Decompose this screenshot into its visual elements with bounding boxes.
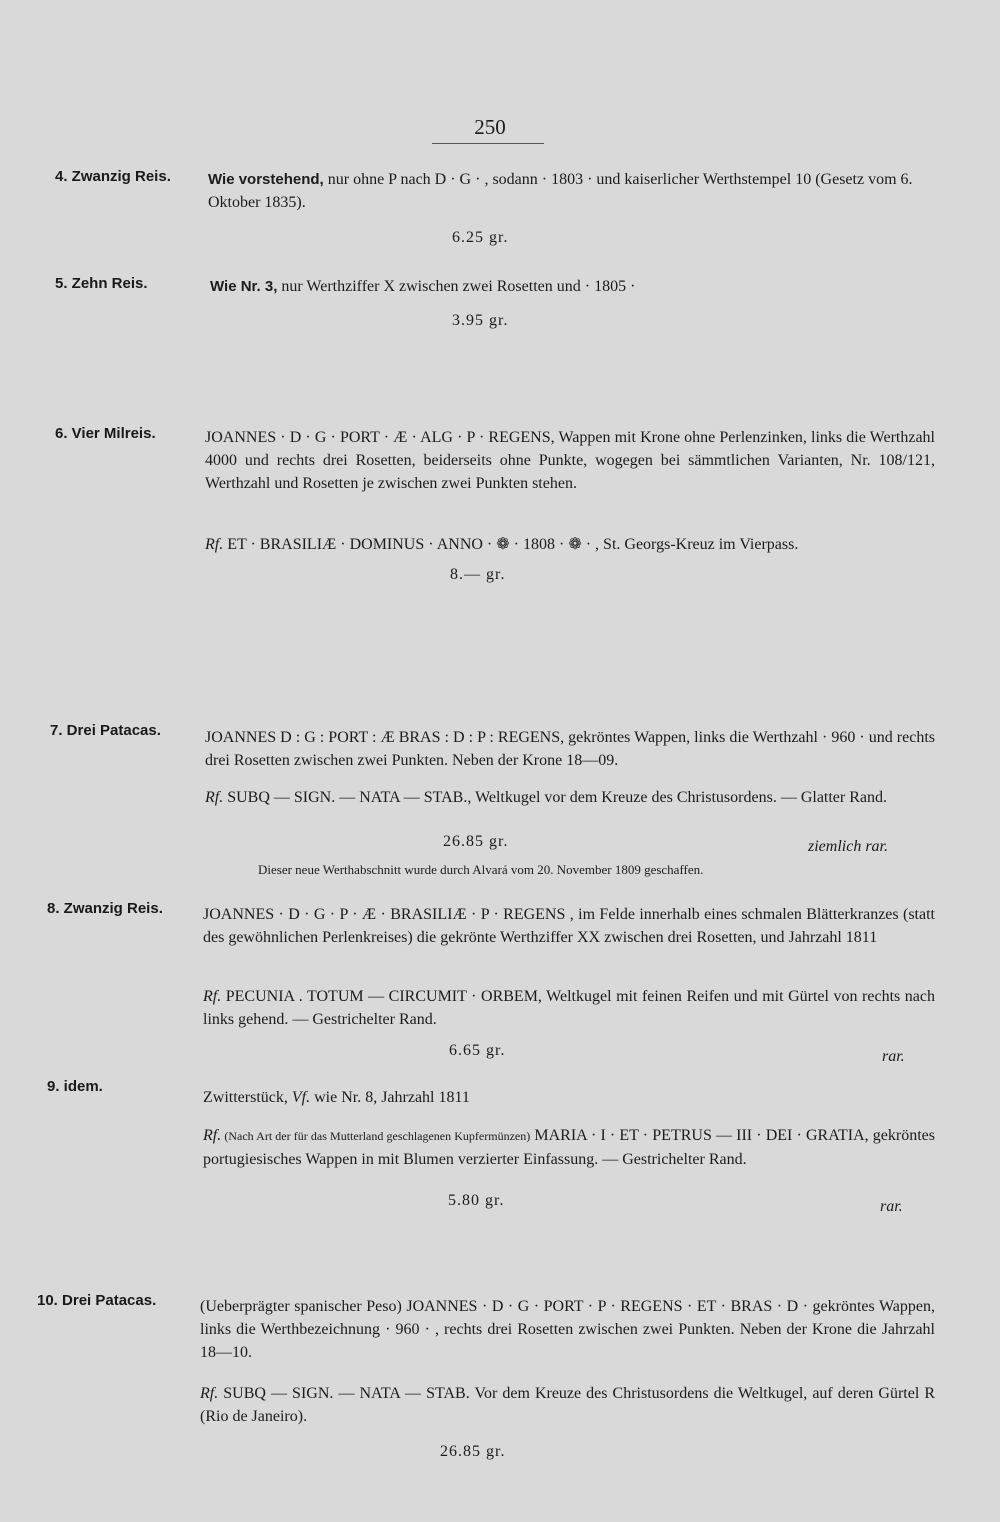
- page-number-rule: [432, 143, 544, 144]
- entry-9-reverse: [203, 1124, 935, 1171]
- entry-4-weight: 6.25 gr.: [452, 229, 509, 246]
- entry-10-label: 10. Drei Patacas.: [37, 1292, 157, 1309]
- entry-10-rf-text: SUBQ — SIGN. — NATA — STAB. Vor dem Kreuze des Christusordens die Weltkugel, auf deren Gürtel R (Rio de Janeiro).: [200, 1385, 935, 1425]
- entry-9-text-b: wie Nr. 8, Jahrzahl 1811: [310, 1089, 470, 1106]
- entry-7-text: JOANNES D : G : PORT : Æ BRAS : D : P : REGENS, gekröntes Wappen, links die Werthzahl · 960 · und rechts drei Rosetten zwischen zwei Punkten. Neben der Krone 18—09.: [205, 729, 935, 769]
- entry-4-text: [208, 168, 938, 214]
- entry-5-text: [210, 275, 940, 298]
- entry-8-rarity: rar.: [882, 1048, 905, 1065]
- entry-6-reverse: [205, 533, 935, 556]
- entry-6-rf-mark: Rf.: [205, 536, 224, 553]
- entry-10-weight: 26.85 gr.: [440, 1443, 506, 1460]
- entry-8-label: 8. Zwanzig Reis.: [47, 900, 163, 917]
- entry-7-footnote: Dieser neue Werthabschnitt wurde durch Alvará vom 20. November 1809 geschaffen.: [258, 862, 704, 877]
- entry-7-rf-text: SUBQ — SIGN. — NATA — STAB., Weltkugel vor dem Kreuze des Christusordens. — Glatter Rand.: [223, 789, 888, 806]
- entry-7-label: 7. Drei Patacas.: [50, 722, 161, 739]
- entry-9-rf-text: MARIA · I · ET · PETRUS — III · DEI · GRATIA, gekröntes portugiesisches Wappen in mit Blumen verzierter Einfassung. — Gestrichelter Rand.: [203, 1127, 935, 1168]
- entry-9-rf-note: (Nach Art der für das Mutterland geschlagenen Kupfermünzen): [221, 1129, 531, 1143]
- entry-4-lead: Wie vorstehend,: [208, 171, 324, 188]
- entry-7-rf-mark: Rf.: [205, 789, 224, 806]
- entry-10-text: (Ueberprägter spanischer Peso) JOANNES · D · G · PORT · P · REGENS · ET · BRAS · D · gekröntes Wappen, links die Werthbezeichnung · 960 · , rechts drei Rosetten zwischen zwei Punkten. Neben der Krone die Jahrzahl 18—10.: [200, 1298, 935, 1361]
- entry-7-weight: 26.85 gr.: [443, 833, 509, 850]
- entry-8-rf-mark: Rf.: [203, 988, 222, 1005]
- entry-5-label: 5. Zehn Reis.: [55, 275, 148, 292]
- entry-5-weight: 3.95 gr.: [452, 312, 509, 329]
- page-number: 250: [474, 115, 506, 139]
- entry-5-lead: Wie Nr. 3,: [210, 278, 278, 295]
- entry-9-label: 9. idem.: [47, 1078, 103, 1095]
- entry-7-rarity: ziemlich rar.: [808, 838, 888, 855]
- entry-9-rarity: rar.: [880, 1198, 903, 1215]
- entry-8-rf-text: PECUNIA . TOTUM — CIRCUMIT · ORBEM, Weltkugel mit feinen Reifen und mit Gürtel von rechts nach links gehend. — Gestrichelter Rand.: [203, 988, 935, 1028]
- entry-9-vf-mark: Vf.: [291, 1089, 311, 1106]
- entry-9-text-a: Zwitterstück,: [203, 1089, 292, 1106]
- entry-6-label: 6. Vier Milreis.: [55, 425, 156, 442]
- entry-6-text: JOANNES · D · G · PORT · Æ · ALG · P · REGENS, Wappen mit Krone ohne Perlenzinken, links die Werthzahl 4000 und rechts drei Rosetten, beiderseits ohne Punkte, wogegen bei sämmtlichen Varianten, Nr. 108/121, Werthzahl und Rosetten je zwischen zwei Punkten stehen.: [205, 429, 935, 492]
- entry-9-text: [203, 1086, 935, 1109]
- entry-6-weight: 8.— gr.: [450, 566, 506, 583]
- entry-9-rf-mark: Rf.: [203, 1127, 222, 1144]
- entry-8-weight: 6.65 gr.: [449, 1042, 506, 1059]
- entry-10-rf-mark: Rf.: [200, 1385, 219, 1402]
- entry-8-reverse: [203, 985, 935, 1031]
- entry-4-label: 4. Zwanzig Reis.: [55, 168, 171, 185]
- entry-7-reverse: [205, 786, 935, 809]
- entry-9-weight: 5.80 gr.: [448, 1192, 505, 1209]
- entry-4-body: nur ohne P nach D · G · , sodann · 1803 · und kaiserlicher Werthstempel 10 (Gesetz vom 6. Oktober 1835).: [208, 171, 913, 211]
- entry-10-reverse: [200, 1382, 935, 1428]
- entry-5-body: nur Werthziffer X zwischen zwei Rosetten und · 1805 ·: [277, 278, 636, 295]
- entry-8-text: JOANNES · D · G · P · Æ · BRASILIÆ · P · REGENS , im Felde innerhalb eines schmalen Blätterkranzes (statt des gewöhnlichen Perlenkreises) die gekrönte Werthziffer XX zwischen drei Rosetten, und Jahrzahl 1811: [203, 906, 935, 946]
- entry-6-rf-text: ET · BRASILIÆ · DOMINUS · ANNO · ❁ · 1808 · ❁ · , St. Georgs-Kreuz im Vierpass.: [223, 536, 799, 553]
